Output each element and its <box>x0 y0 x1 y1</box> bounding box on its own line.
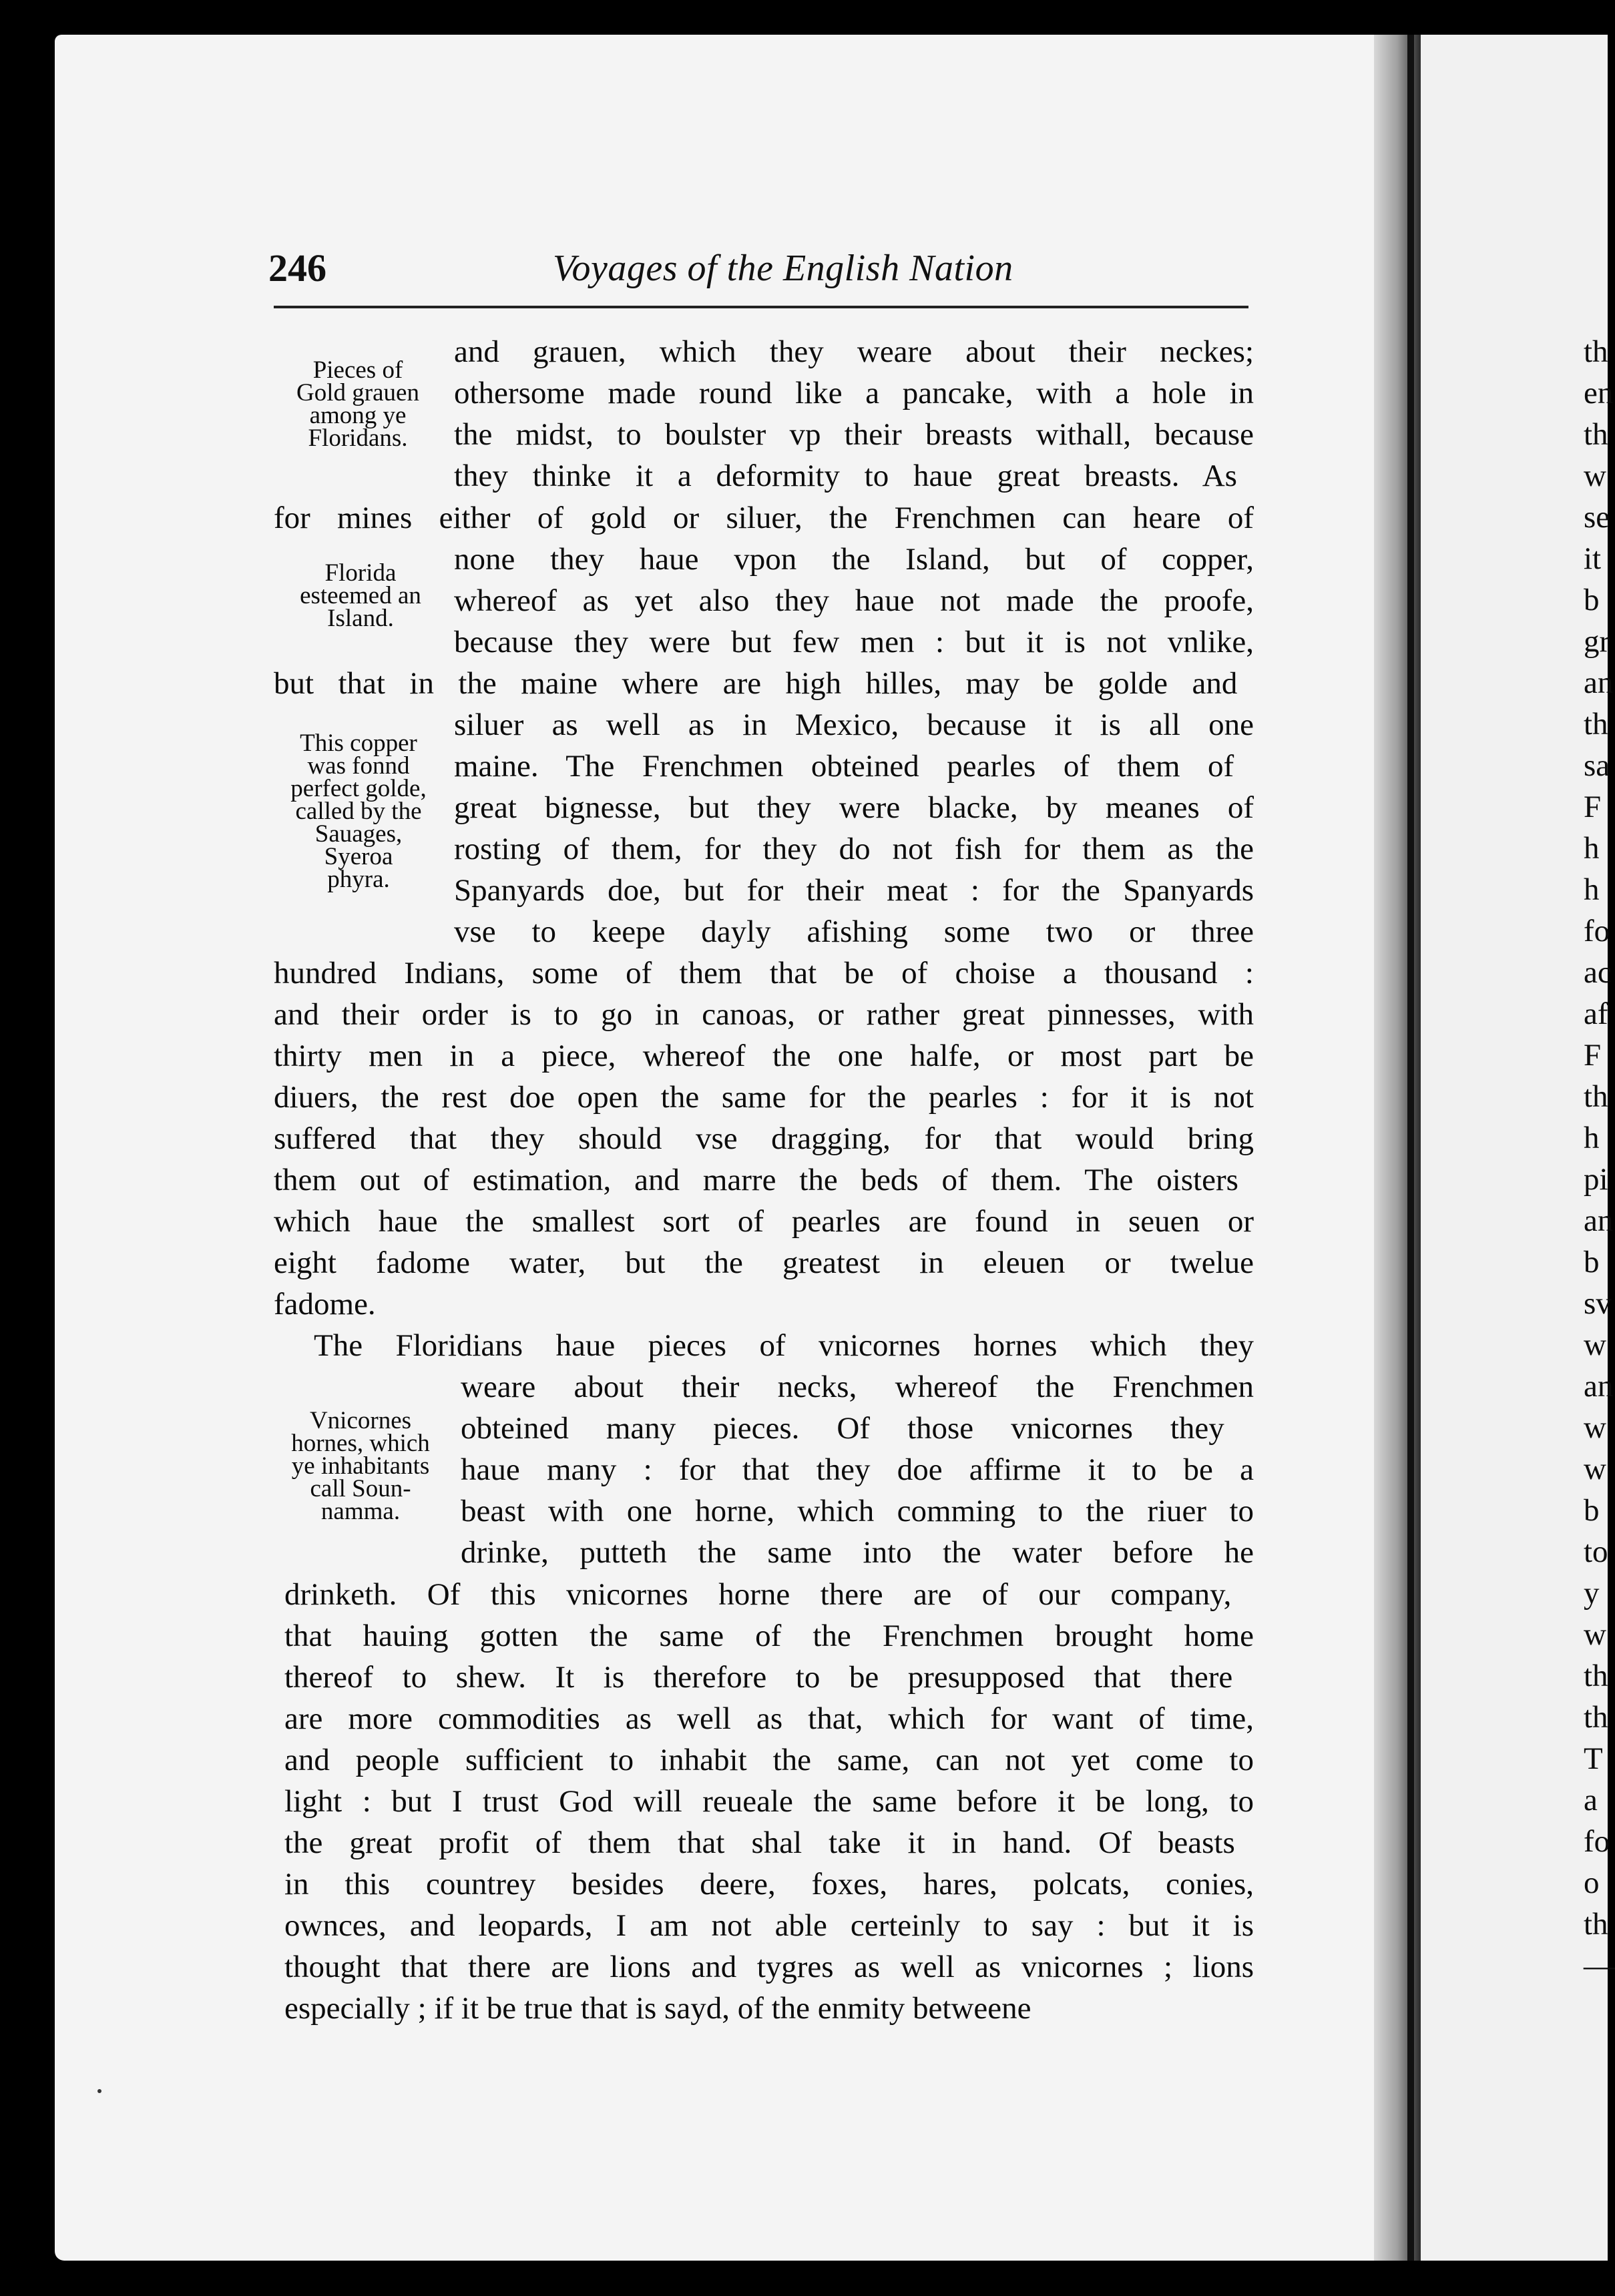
facing-page-fragment: w <box>1584 459 1606 493</box>
text-line: that hauing gotten the same of the Frenchmen brought home <box>284 1619 1254 1653</box>
text-line: because they were but few men : but it is not vnlike, <box>454 625 1254 659</box>
margin-note-line: called by the <box>295 798 422 825</box>
text-line: the midst, to boulster vp their breasts withall, because <box>454 417 1254 452</box>
text-line: haue many : for that they doe affirme it to be a <box>461 1452 1254 1487</box>
facing-page-fragment: th <box>1584 334 1608 369</box>
facing-page-fragment: w <box>1584 1328 1606 1362</box>
text-line: thirty men in a piece, whereof the one halfe, or most part be <box>274 1039 1254 1073</box>
facing-page-fragment: an <box>1584 1203 1614 1238</box>
text-line: maine. The Frenchmen obteined pearles of them of <box>454 749 1234 784</box>
facing-page-fragment: b <box>1584 1245 1600 1279</box>
facing-page-fragment: th <box>1584 1079 1608 1114</box>
margin-note-line: Island. <box>327 605 394 632</box>
text-line: thought that there are lions and tygres as well as vnicornes ; lions <box>284 1950 1254 1984</box>
margin-note-line: namma. <box>320 1498 401 1525</box>
facing-page-fragment: th <box>1584 1907 1608 1942</box>
text-line: and grauen, which they weare about their neckes; <box>454 334 1254 369</box>
facing-page-fragment: — <box>1584 1948 1615 1983</box>
facing-page-fragment: pi <box>1584 1162 1608 1197</box>
facing-page-fragment: sv <box>1584 1286 1612 1321</box>
text-line: them out of estimation, and marre the beds of them. The oisters <box>274 1163 1238 1197</box>
facing-page-fragment: to <box>1584 1534 1608 1569</box>
margin-note-line: phyra. <box>327 866 390 893</box>
margin-note-line: Gold grauen <box>296 379 419 406</box>
facing-page-fragment: fo <box>1584 914 1610 948</box>
margin-note-line: Sauages, <box>314 820 403 848</box>
facing-page-fragment: o <box>1584 1866 1600 1900</box>
facing-page-fragment: h <box>1584 1121 1600 1155</box>
margin-note-line: Vnicornes <box>309 1407 412 1434</box>
text-line: in this countrey besides deere, foxes, hares, polcats, conies, <box>284 1867 1254 1902</box>
facing-page-fragment: a <box>1584 1783 1598 1817</box>
facing-page-fragment: th <box>1584 417 1608 452</box>
margin-note-line: Pieces of <box>312 356 403 384</box>
facing-page-fragment: F <box>1584 790 1602 824</box>
margin-note-line: esteemed an <box>300 582 421 609</box>
text-line: rosting of them, for they do not fish for them as the <box>454 832 1254 866</box>
facing-page-fragment: b <box>1584 583 1600 617</box>
text-line: great bignesse, but they were blacke, by meanes of <box>454 790 1254 825</box>
text-line: which haue the smallest sort of pearles are found in seuen or <box>274 1204 1254 1239</box>
facing-page-fragment: sa <box>1584 748 1610 783</box>
spine-shadow <box>1407 35 1414 2261</box>
margin-note-line: This copper <box>300 730 417 757</box>
text-line: vse to keepe dayly afishing some two or three <box>454 914 1254 949</box>
scan-speck <box>97 2089 101 2093</box>
facing-page-fragment: w <box>1584 1452 1606 1486</box>
facing-page-fragment: h <box>1584 831 1600 866</box>
text-line: weare about their necks, whereof the Frenchmen <box>461 1370 1254 1404</box>
facing-page-fragment: th <box>1584 1659 1608 1693</box>
text-line: fadome. <box>274 1287 376 1322</box>
facing-page-fragment: se <box>1584 500 1610 535</box>
text-line: are more commodities as well as that, which for want of time, <box>284 1701 1254 1736</box>
margin-note-line: Florida <box>324 559 397 587</box>
facing-page-fragment: w <box>1584 1617 1606 1652</box>
text-line: hundred Indians, some of them that be of choise a thousand : <box>274 956 1254 990</box>
text-line: suffered that they should vse dragging, for that would bring <box>274 1121 1254 1156</box>
text-line: light : but I trust God will reueale the same before it be long, to <box>284 1784 1254 1819</box>
text-line: especially ; if it be true that is sayd, of the enmity betweene <box>284 1991 1031 2026</box>
text-line: drinketh. Of this vnicornes horne there are of our company, <box>284 1577 1232 1612</box>
facing-page-fragment: en <box>1584 376 1614 410</box>
facing-page-fragment: fo <box>1584 1824 1610 1859</box>
margin-note-line: perfect golde, <box>290 775 427 802</box>
running-title: Voyages of the English Nation <box>553 248 1013 289</box>
text-line: none they haue vpon the Island, but of copper, <box>454 542 1254 577</box>
text-line: eight fadome water, but the greatest in eleuen or twelue <box>274 1245 1254 1280</box>
text-line: ownces, and leopards, I am not able certeinly to say : but it is <box>284 1908 1254 1943</box>
facing-page-fragment: th <box>1584 707 1608 742</box>
margin-note-line: hornes, which <box>291 1430 430 1457</box>
text-line: they thinke it a deformity to haue great breasts. As <box>454 459 1237 493</box>
text-line: thereof to shew. It is therefore to be presupposed that there <box>284 1660 1233 1695</box>
header-rule <box>274 306 1248 308</box>
facing-page-fragment: w <box>1584 1410 1606 1445</box>
text-line: The Floridians haue pieces of vnicornes hornes which they <box>314 1328 1254 1363</box>
text-line: drinke, putteth the same into the water before he <box>461 1535 1254 1570</box>
margin-note-line: ye inhabitants <box>291 1452 430 1480</box>
facing-page-fragment: it <box>1584 541 1602 576</box>
text-line: obteined many pieces. Of those vnicornes they <box>461 1411 1224 1446</box>
facing-page-fragment: F <box>1584 1038 1602 1073</box>
text-line: for mines either of gold or siluer, the Frenchmen can heare of <box>274 501 1254 535</box>
right-page <box>1421 35 1608 2261</box>
text-line: whereof as yet also they haue not made the proofe, <box>454 583 1254 618</box>
facing-page-fragment: gr <box>1584 624 1610 659</box>
margin-note-line: Syeroa <box>324 843 393 870</box>
text-line: and people sufficient to inhabit the same, can not yet come to <box>284 1743 1254 1777</box>
margin-note-line: among ye <box>309 402 407 429</box>
facing-page-fragment: af <box>1584 996 1608 1031</box>
facing-page-fragment: b <box>1584 1493 1600 1528</box>
text-line: Spanyards doe, but for their meat : for the Spanyards <box>454 873 1254 908</box>
text-line: siluer as well as in Mexico, because it is all one <box>454 707 1254 742</box>
facing-page-fragment: T <box>1584 1741 1603 1776</box>
facing-page-fragment: an <box>1584 1369 1614 1404</box>
text-line: othersome made round like a pancake, with a hole in <box>454 376 1254 410</box>
margin-note-line: Floridans. <box>308 424 408 452</box>
facing-page-fragment: th <box>1584 1700 1608 1735</box>
facing-page-fragment: ac <box>1584 955 1612 990</box>
text-line: diuers, the rest doe open the same for the pearles : for it is not <box>274 1080 1254 1115</box>
text-line: the great profit of them that shal take it in hand. Of beasts <box>284 1825 1235 1860</box>
text-line: but that in the maine where are high hilles, may be golde and <box>274 666 1238 701</box>
facing-page-fragment: an <box>1584 665 1614 700</box>
margin-note-line: call Soun- <box>310 1475 411 1502</box>
facing-page-fragment: y <box>1584 1576 1600 1611</box>
page-number: 246 <box>268 246 326 290</box>
text-line: and their order is to go in canoas, or rather great pinnesses, with <box>274 997 1254 1032</box>
text-line: beast with one horne, which comming to the riuer to <box>461 1494 1254 1528</box>
margin-note-line: was fonnd <box>307 752 410 780</box>
facing-page-fragment: h <box>1584 872 1600 907</box>
